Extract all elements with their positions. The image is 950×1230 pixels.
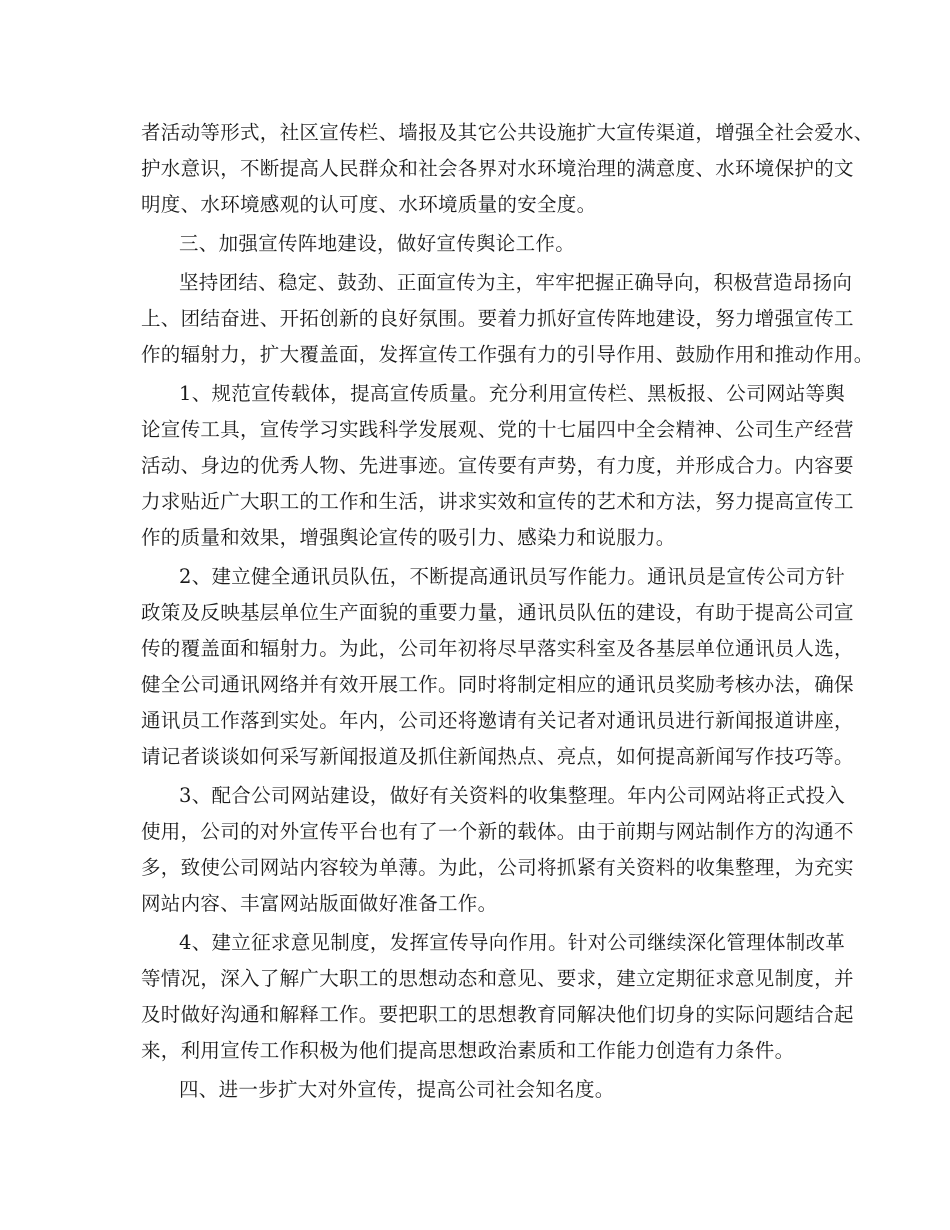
text-line: 坚持团结、稳定、鼓劲、正面宣传为主，牢牢把握正确导向，积极营造昂扬向 bbox=[179, 271, 853, 294]
text-line: 1、规范宣传载体，提高宣传质量。充分利用宣传栏、黑板报、公司网站等舆 bbox=[179, 382, 846, 405]
text-line: 作的辐射力，扩大覆盖面，发挥宣传工作强有力的引导作用、鼓励作用和推动作用。 bbox=[141, 343, 874, 366]
text-line: 上、团结奋进、开拓创新的良好氛围。要着力抓好宣传阵地建设，努力增强宣传工 bbox=[141, 307, 854, 330]
text-line: 传的覆盖面和辐射力。为此，公司年初将尽早落实科室及各基层单位通讯员人选， bbox=[141, 637, 854, 660]
text-line: 使用，公司的对外宣传平台也有了一个新的载体。由于前期与网站制作方的沟通不 bbox=[141, 820, 854, 843]
text-line: 来，利用宣传工作积极为他们提高思想政治素质和工作能力创造有力条件。 bbox=[141, 1039, 795, 1062]
text-line: 健全公司通讯网络并有效开展工作。同时将制定相应的通讯员奖励考核办法，确保 bbox=[141, 673, 854, 696]
text-line: 2、建立健全通讯员队伍，不断提高通讯员写作能力。通讯员是宣传公司方针 bbox=[179, 565, 846, 588]
text-line: 等情况，深入了解广大职工的思想动态和意见、要求，建立定期征求意见制度，并 bbox=[141, 967, 854, 990]
text-line: 请记者谈谈如何采写新闻报道及抓住新闻热点、亮点，如何提高新闻写作技巧等。 bbox=[141, 745, 854, 768]
section-heading: 四、进一步扩大对外宣传，提高公司社会知名度。 bbox=[179, 1078, 615, 1101]
text-line: 活动、身边的优秀人物、先进事迹。宣传要有声势，有力度，并形成合力。内容要 bbox=[141, 454, 854, 477]
document-body bbox=[141, 115, 874, 1108]
text-line: 作的质量和效果，增强舆论宣传的吸引力、感染力和说服力。 bbox=[141, 526, 676, 549]
text-line: 多，致使公司网站内容较为单薄。为此，公司将抓紧有关资料的收集整理，为充实 bbox=[141, 856, 854, 879]
text-line: 通讯员工作落到实处。年内，公司还将邀请有关记者对通讯员进行新闻报道讲座， bbox=[141, 709, 854, 732]
text-line: 4、建立征求意见制度，发挥宣传导向作用。针对公司继续深化管理体制改革 bbox=[179, 931, 846, 954]
section-heading: 三、加强宣传阵地建设，做好宣传舆论工作。 bbox=[179, 232, 576, 255]
text-line: 明度、水环境感观的认可度、水环境质量的安全度。 bbox=[141, 193, 597, 216]
text-line: 论宣传工具，宣传学习实践科学发展观、党的十七届四中全会精神、公司生产经营 bbox=[141, 418, 854, 441]
text-line: 3、配合公司网站建设，做好有关资料的收集整理。年内公司网站将正式投入 bbox=[179, 784, 846, 807]
text-line: 者活动等形式，社区宣传栏、墙报及其它公共设施扩大宣传渠道，增强全社会爱水、 bbox=[141, 121, 874, 144]
text-line: 及时做好沟通和解释工作。要把职工的思想教育同解决他们切身的实际问题结合起 bbox=[141, 1003, 854, 1026]
text-line: 力求贴近广大职工的工作和生活，讲求实效和宣传的艺术和方法，努力提高宣传工 bbox=[141, 490, 854, 513]
text-line: 护水意识，不断提高人民群众和社会各界对水环境治理的满意度、水环境保护的文 bbox=[141, 157, 854, 180]
text-line: 政策及反映基层单位生产面貌的重要力量，通讯员队伍的建设，有助于提高公司宣 bbox=[141, 601, 854, 624]
text-line: 网站内容、丰富网站版面做好准备工作。 bbox=[141, 892, 498, 915]
